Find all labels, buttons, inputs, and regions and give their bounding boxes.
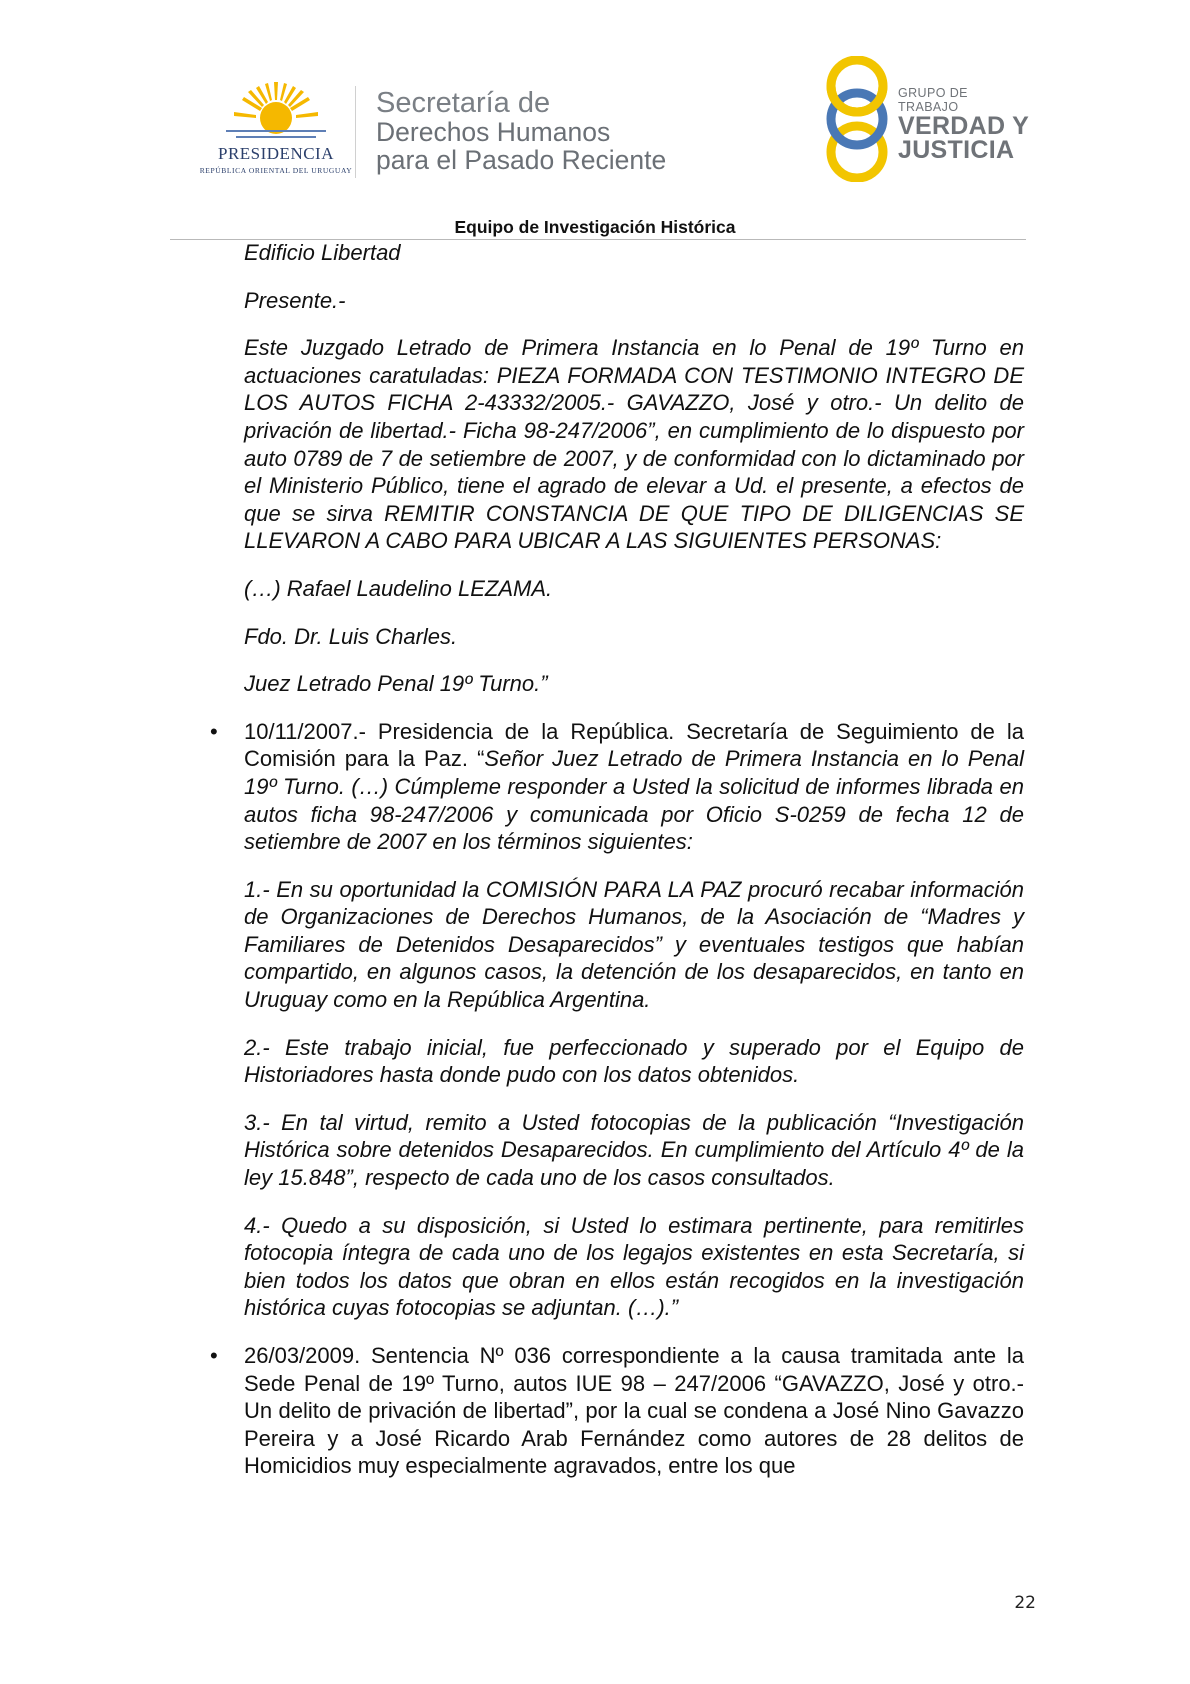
paragraph-item-3: 3.- En tal virtud, remito a Usted fotocopias de la publicación “Investigación Histórica sobre detenidos Desaparecidos. En cumplimiento del Artículo 4º de la ley 15.848”, respecto de cada uno de los casos consultados.: [244, 1109, 1024, 1191]
page-number: 22: [1014, 1593, 1036, 1613]
paragraph-item-2: 2.- Este trabajo inicial, fue perfeccionado y superado por el Equipo de Historiadores hasta donde pudo con los datos obtenidos.: [244, 1034, 1024, 1088]
paragraph-item-1: 1.- En su oportunidad la COMISIÓN PARA LA PAZ procuró recabar información de Organizaciones de Derechos Humanos, de la Asociación de “Madres y Familiares de Detenidos Desaparecidos” y eventuales testigos que habían compartido, en algunos casos, la detención de los desaparecidos, en tanto en Uruguay como en la República Argentina.: [244, 876, 1024, 1013]
verdad-justicia-logo: [820, 56, 1030, 186]
list-item: [210, 1342, 1024, 1480]
secretaria-title: [376, 88, 666, 174]
bullet-symbol: •: [210, 1343, 218, 1368]
secretaria-line-3: para el Pasado Reciente: [376, 145, 667, 175]
rings-emblem-icon: [820, 56, 894, 182]
justicia-label: JUSTICIA: [898, 136, 1015, 164]
document-body: [210, 239, 1024, 1480]
verdad-label: VERDAD Y: [898, 112, 1030, 140]
paragraph-presente: Presente.-: [244, 287, 346, 313]
paragraph-edificio: Edificio Libertad: [244, 240, 401, 265]
verdad-justicia-text: [898, 86, 1030, 162]
team-label: Equipo de Investigación Histórica: [454, 217, 736, 237]
paragraph-juzgado: Este Juzgado Letrado de Primera Instancia en lo Penal de 19º Turno en actuaciones caratuladas: PIEZA FORMADA CON TESTIMONIO INTEGRO DE LOS AUTOS FICHA 2-43332/2005.- GAVAZZO, José y otro.- Un delito de privación de libertad.- Ficha 98-247/2006”, en cumplimiento de lo dispuesto por auto 0789 de 7 de setiembre de 2007, y de conformidad con lo dictaminado por el Ministerio Público, tiene el agrado de elevar a Ud. el presente, a efectos de que se sirva REMITIR CONSTANCIA DE QUE TIPO DE DILIGENCIAS SE LLEVARON A CABO PARA UBICAR A LAS SIGUIENTES PERSONAS:: [244, 335, 1024, 554]
bullet-paragraph-2: 26/03/2009. Sentencia Nº 036 correspondiente a la causa tramitada ante la Sede Penal de 19º Turno, autos IUE 98 – 247/2006 “GAVAZZO, José y otro.- Un delito de privación de libertad”, por la cual se condena a José Nino Gavazzo Pereira y a José Ricardo Arab Fernández como autores de 28 delitos de Homicidios muy especialmente agravados, entre los que: [244, 1343, 1024, 1479]
paragraph-rafael: (…) Rafael Laudelino LEZAMA.: [244, 575, 553, 601]
paragraph-juez: Juez Letrado Penal 19º Turno.”: [244, 671, 548, 697]
secretaria-line-1: Secretaría de: [376, 87, 551, 119]
presidencia-subtitle: REPÚBLICA ORIENTAL DEL URUGUAY: [199, 166, 353, 175]
bullet-1-quote: Señor Juez Letrado de Primera Instancia en lo Penal 19º Turno. (…) Cúmpleme responder a Usted la solicitud de informes librada en autos ficha 98-247/2006 y comunicada por Oficio S-0259 de fecha 12 de setiembre de 2007 en los términos siguientes:: [244, 746, 1024, 855]
logo-divider: [355, 86, 356, 178]
bullet-paragraph-1: [244, 718, 1024, 856]
bullet-symbol: •: [210, 718, 218, 744]
bullet-1-intro: 10/11/2007.- Presidencia de la República. Secretaría de Seguimiento de la Comisión para la Paz. “: [244, 718, 1024, 772]
secretaria-line-2: Derechos Humanos: [376, 117, 611, 147]
paragraph-item-4: 4.- Quedo a su disposición, si Usted lo estimara pertinente, para remitirles fotocopia íntegra de cada uno de los legajos existentes en esta Secretaría, si bien todos los datos que obran en ellos están recogidos en la investigación histórica cuyas fotocopias se adjuntan. (…).”: [244, 1212, 1024, 1321]
presidencia-logo: [196, 78, 356, 182]
sun-emblem-icon: [226, 78, 326, 144]
paragraph-firma: Fdo. Dr. Luis Charles.: [244, 623, 458, 649]
grupo-label: GRUPO DE TRABAJO: [898, 86, 968, 114]
presidencia-name: PRESIDENCIA: [217, 144, 334, 163]
list-item: [210, 718, 1024, 856]
